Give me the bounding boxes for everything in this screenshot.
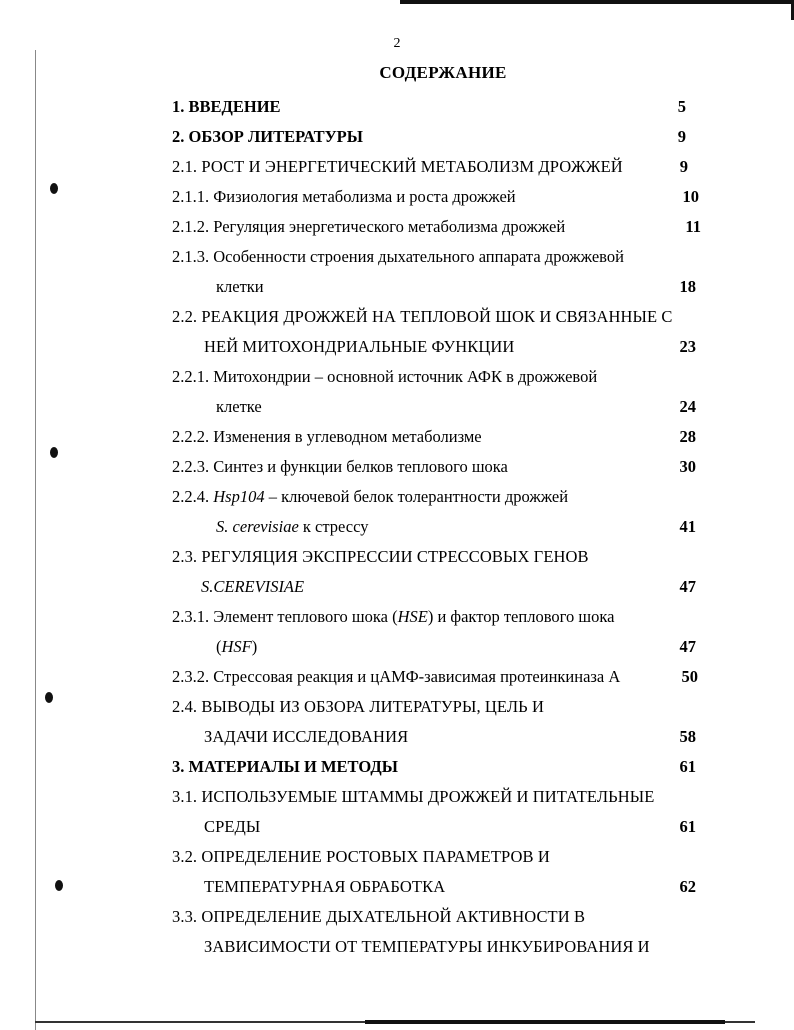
toc-entry-page: 5 [677, 97, 686, 116]
toc-entry-title: СРЕДЫ [204, 817, 261, 836]
toc-entry [0, 482, 794, 512]
toc-entry-italic: HSE [397, 607, 428, 626]
toc-entry-page: 23 [679, 337, 696, 356]
toc-entry-title [172, 482, 568, 512]
toc-entry-title: 2.1. РОСТ И ЭНЕРГЕТИЧЕСКИЙ МЕТАБОЛИЗМ ДРОЖЖЕЙ [172, 157, 623, 176]
toc-entry-title: 2.1.2. Регуляция энергетического метаболизма дрожжей [172, 217, 566, 236]
toc-entry-page: 9 [677, 127, 686, 146]
toc-entry-title: 2.2.3. Синтез и функции белков теплового шока [172, 457, 508, 476]
toc-entry [0, 122, 794, 152]
toc-entry-title: 2.2. РЕАКЦИЯ ДРОЖЖЕЙ НА ТЕПЛОВОЙ ШОК И СВЯЗАННЫЕ С [172, 307, 673, 326]
toc-entry [0, 872, 794, 902]
toc-entry-title: 2.4. ВЫВОДЫ ИЗ ОБЗОРА ЛИТЕРАТУРЫ, ЦЕЛЬ И [172, 697, 544, 716]
toc-entry [0, 392, 794, 422]
toc-entry [0, 512, 794, 542]
toc-entry [0, 632, 794, 662]
toc-entry-prefix: ( [216, 637, 222, 656]
toc-entry [0, 452, 794, 482]
toc-entry-title: S.CEREVISIAE [201, 577, 305, 596]
toc-entry-title: 3.2. ОПРЕДЕЛЕНИЕ РОСТОВЫХ ПАРАМЕТРОВ И [172, 847, 550, 866]
toc-entry [0, 842, 794, 872]
toc-entry [0, 782, 794, 812]
toc-entry-italic: HSF [221, 637, 252, 656]
toc-entry [0, 932, 794, 962]
toc-entry-rest: – ключевой белок толерантности дрожжей [264, 487, 569, 506]
toc-entry [0, 152, 794, 182]
toc-entry-page: 24 [679, 397, 696, 416]
toc-entry-page: 41 [679, 517, 696, 536]
toc-entry-title: 2. ОБЗОР ЛИТЕРАТУРЫ [172, 127, 363, 146]
page-title: СОДЕРЖАНИЕ [379, 63, 507, 82]
toc-entry-title [216, 632, 257, 662]
toc-entry [0, 422, 794, 452]
toc-entry-title: ТЕМПЕРАТУРНАЯ ОБРАБОТКА [204, 877, 446, 896]
toc-entry [0, 722, 794, 752]
toc-entry-rest: ) [251, 637, 258, 656]
toc-entry-title: клетке [216, 397, 262, 416]
toc-entry [0, 812, 794, 842]
scan-artifact-top-line [400, 0, 794, 4]
toc-entry [0, 542, 794, 572]
toc-entry [0, 362, 794, 392]
toc-entry-page: 61 [679, 757, 696, 776]
toc-entry [0, 902, 794, 932]
toc-entry-page: 9 [679, 157, 688, 176]
toc-entry-title: 3. МАТЕРИАЛЫ И МЕТОДЫ [172, 757, 398, 776]
toc-entry-title: ЗАВИСИМОСТИ ОТ ТЕМПЕРАТУРЫ ИНКУБИРОВАНИЯ И [204, 937, 650, 956]
page-bottom-dark-line [365, 1020, 725, 1024]
toc-entry [0, 692, 794, 722]
toc-entry-page: 58 [679, 727, 696, 746]
toc-entry-title: 3.3. ОПРЕДЕЛЕНИЕ ДЫХАТЕЛЬНОЙ АКТИВНОСТИ В [172, 907, 586, 926]
toc-entry-page: 61 [679, 817, 696, 836]
toc-entry-page: 11 [685, 217, 701, 236]
toc-entry-title: 2.3.2. Стрессовая реакция и цАМФ-зависимая протеинкиназа А [172, 667, 621, 686]
toc-entry-title: ЗАДАЧИ ИССЛЕДОВАНИЯ [204, 727, 409, 746]
toc-entry [0, 242, 794, 272]
toc-entry [0, 212, 794, 242]
toc-entry-title: 2.3. РЕГУЛЯЦИЯ ЭКСПРЕССИИ СТРЕССОВЫХ ГЕНОВ [172, 547, 589, 566]
toc-entry-page: 47 [679, 637, 696, 656]
toc-entry-prefix: 2.2.4. [172, 487, 214, 506]
toc-entry-page: 62 [679, 877, 696, 896]
toc-entry-title: 3.1. ИСПОЛЬЗУЕМЫЕ ШТАММЫ ДРОЖЖЕЙ И ПИТАТЕЛЬНЫЕ [172, 787, 655, 806]
toc-entry [0, 302, 794, 332]
toc-entry-title: 2.1.1. Физиология метаболизма и роста дрожжей [172, 187, 516, 206]
toc-entry-title: НЕЙ МИТОХОНДРИАЛЬНЫЕ ФУНКЦИИ [204, 337, 515, 356]
toc-entry [0, 272, 794, 302]
toc-entry-title: 1. ВВЕДЕНИЕ [172, 97, 281, 116]
toc-entry [0, 662, 794, 692]
toc-entry [0, 332, 794, 362]
toc-entry-page: 10 [682, 187, 699, 206]
toc-entry-page: 28 [679, 427, 696, 446]
toc-entry-title: 2.2.2. Изменения в углеводном метаболизме [172, 427, 482, 446]
toc-entry-title [216, 512, 368, 542]
page-number: 2 [393, 36, 401, 51]
toc-entry-rest: к стрессу [298, 517, 369, 536]
toc-entry [0, 92, 794, 122]
toc-entry-title: клетки [216, 277, 264, 296]
toc-entry [0, 572, 794, 602]
toc-entry [0, 182, 794, 212]
toc-entry-page: 47 [679, 577, 696, 596]
toc-entry-italic: Hsp104 [213, 487, 265, 506]
toc-entry-italic: S. cerevisiae [216, 517, 299, 536]
toc-entry-page: 50 [681, 667, 698, 686]
toc-entry [0, 752, 794, 782]
toc-entry-page: 18 [679, 277, 696, 296]
toc-entry-page: 30 [679, 457, 696, 476]
toc-entry-title: 2.1.3. Особенности строения дыхательного аппарата дрожжевой [172, 247, 624, 266]
toc-entry-prefix: 2.3.1. Элемент теплового шока ( [172, 607, 398, 626]
toc-entry-title: 2.2.1. Митохондрии – основной источник АФК в дрожжевой [172, 367, 598, 386]
toc-entry-rest: ) и фактор теплового шока [427, 607, 615, 626]
toc-entry-title [172, 602, 614, 632]
toc-entry [0, 602, 794, 632]
